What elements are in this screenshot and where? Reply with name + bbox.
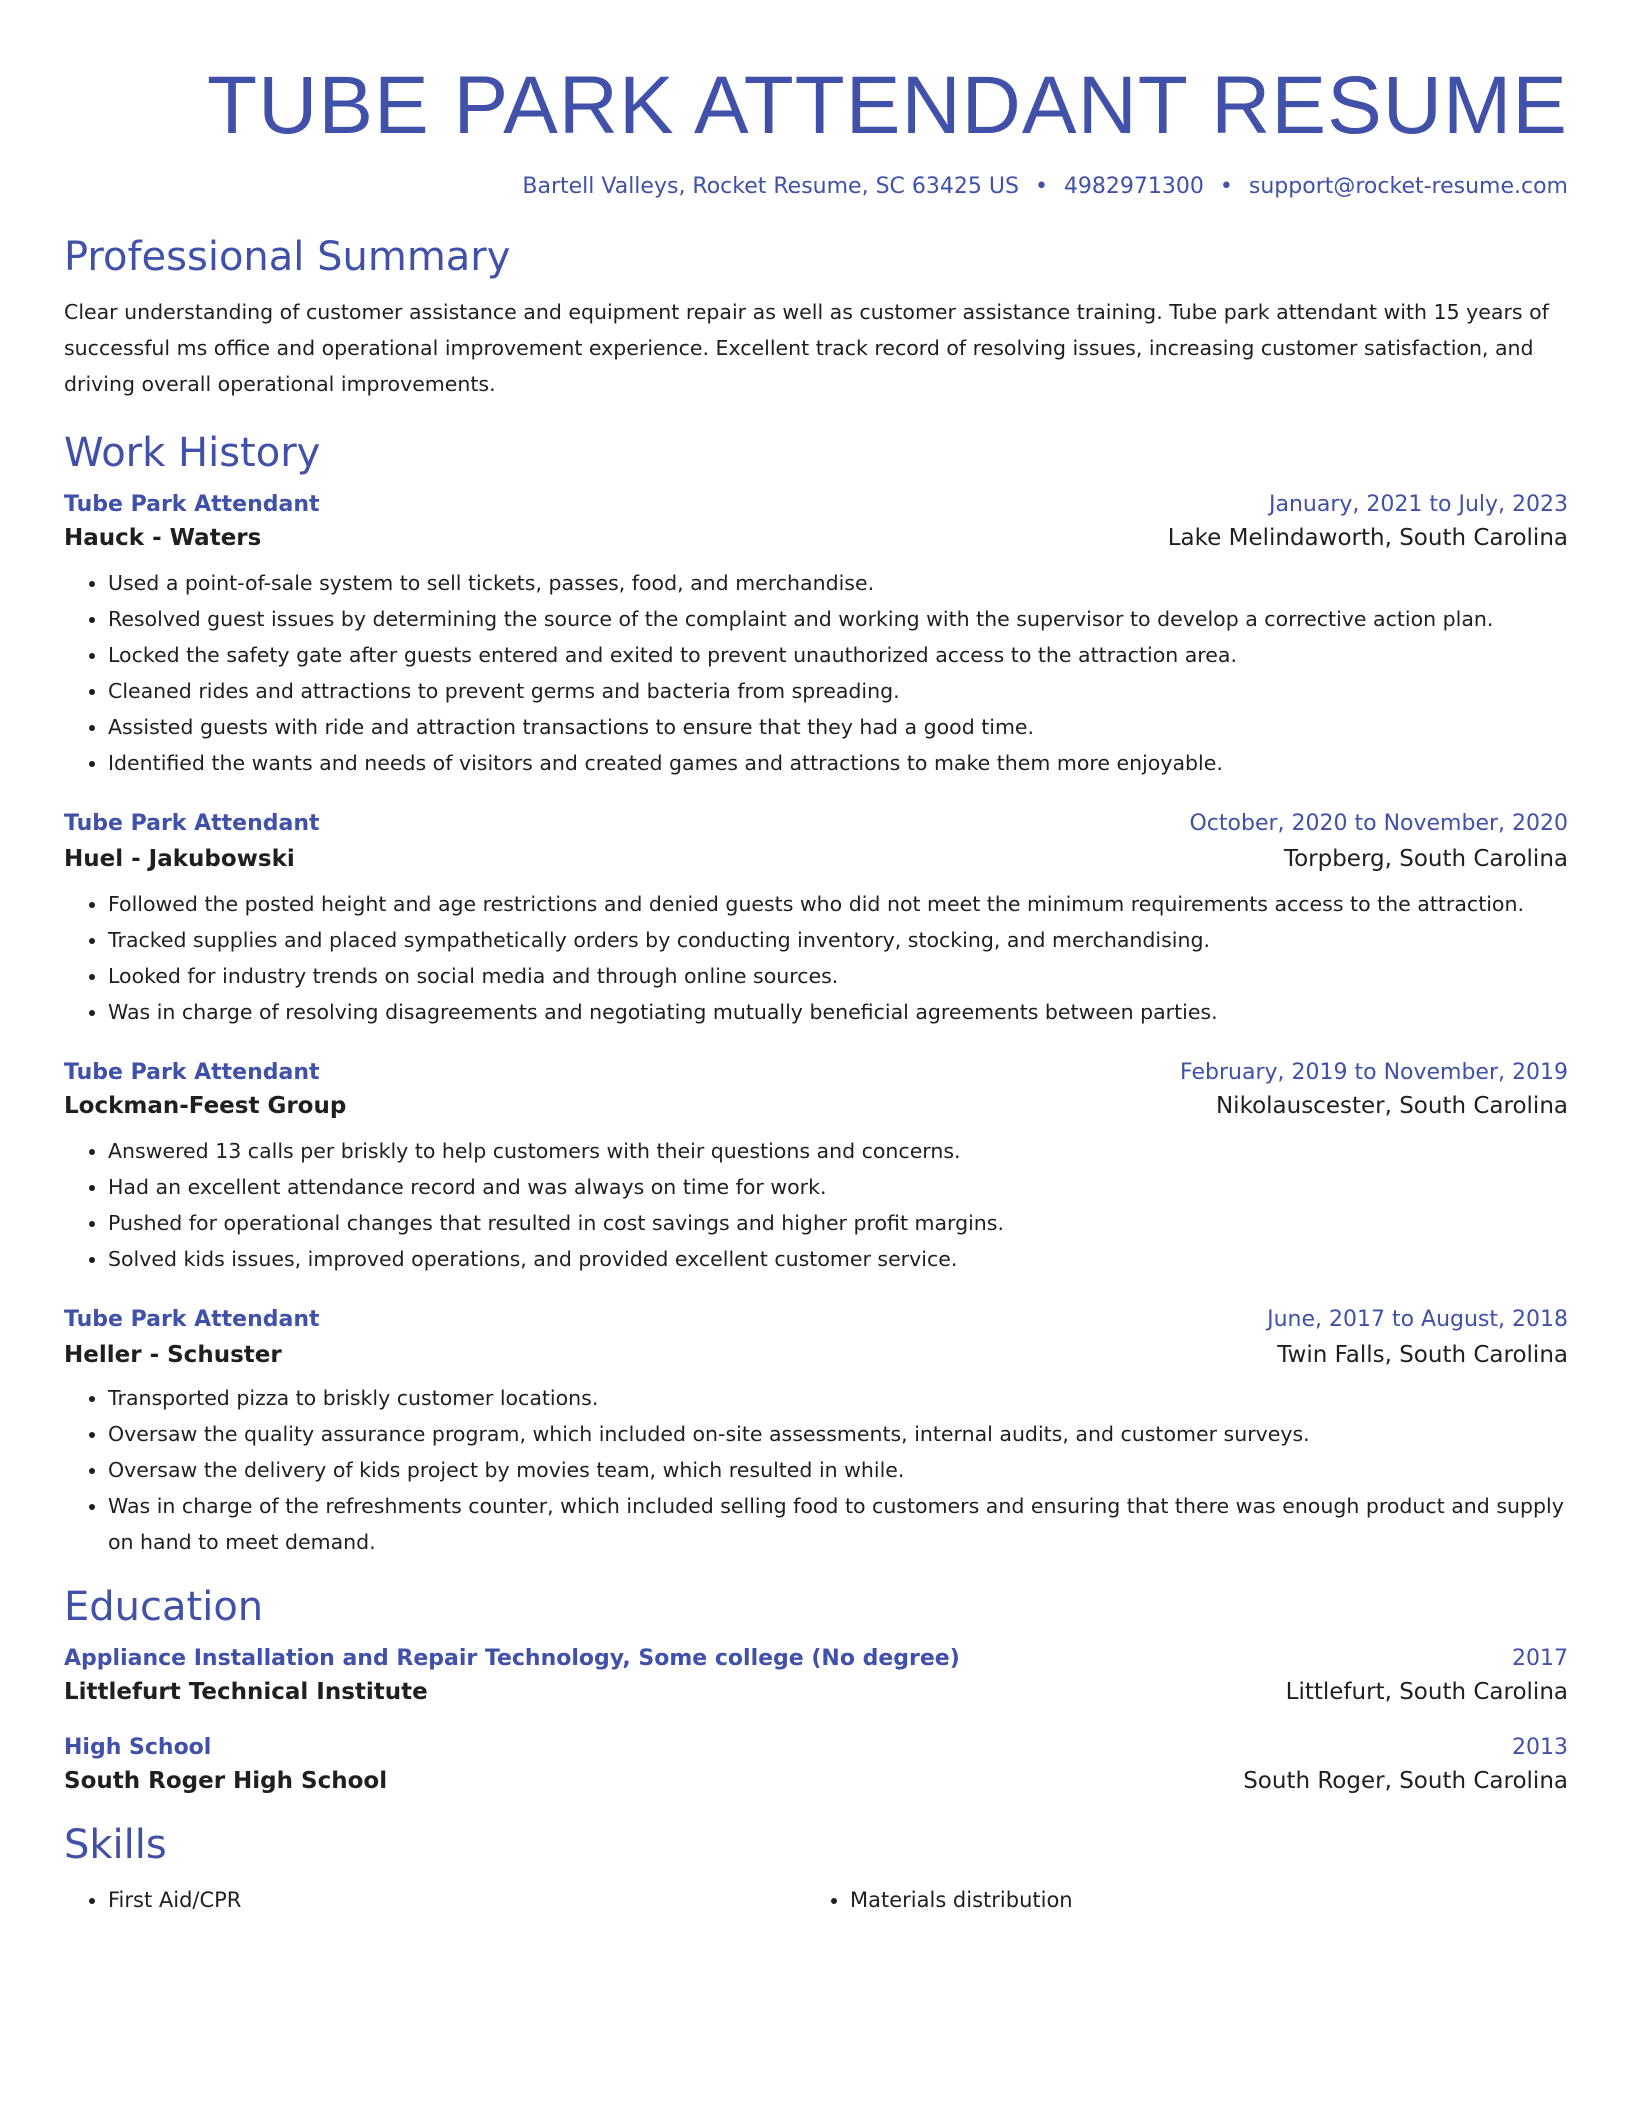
- skill-item: • First Aid/CPR: [108, 1882, 806, 1918]
- education-header: [64, 1735, 1568, 1760]
- resume-title: TUBE PARK ATTENDANT RESUME: [207, 60, 1568, 151]
- contact-address: Bartell Valleys, Rocket Resume, SC 63425 US: [522, 174, 1019, 199]
- work-history-heading: Work History: [64, 430, 321, 476]
- education-year: 2013: [1512, 1735, 1568, 1760]
- job-subheader: [64, 846, 1568, 872]
- job-bullet: • Oversaw the quality assurance program, which included on-site assessments, internal audits, and customer surveys.: [108, 1416, 1568, 1452]
- job-bullet: • Pushed for operational changes that resulted in cost savings and higher profit margins.: [108, 1205, 1568, 1241]
- job-role: Tube Park Attendant: [64, 1060, 320, 1085]
- job-header: [64, 1307, 1568, 1332]
- job-company: Lockman-Feest Group: [64, 1093, 347, 1119]
- contact-phone: 4982971300: [1063, 174, 1204, 199]
- job-role: Tube Park Attendant: [64, 811, 320, 836]
- job-header: [64, 1060, 1568, 1085]
- education-subheader: [64, 1768, 1568, 1794]
- job-bullet: • Oversaw the delivery of kids project by movies team, which resulted in while.: [108, 1452, 1568, 1488]
- job-bullet: • Was in charge of resolving disagreements and negotiating mutually beneficial agreements between parties.: [108, 994, 1568, 1030]
- summary-heading: Professional Summary: [64, 234, 511, 280]
- education-school: South Roger High School: [64, 1768, 388, 1794]
- job-role: Tube Park Attendant: [64, 492, 320, 517]
- job-location: Nikolauscester, South Carolina: [1215, 1093, 1568, 1119]
- education-location: Littlefurt, South Carolina: [1285, 1679, 1568, 1705]
- job-subheader: [64, 1342, 1568, 1368]
- job-dates: February, 2019 to November, 2019: [1180, 1060, 1568, 1085]
- job-location: Lake Melindaworth, South Carolina: [1167, 525, 1568, 551]
- job-bullet: • Answered 13 calls per briskly to help customers with their questions and concerns.: [108, 1133, 1568, 1169]
- job-company: Heller - Schuster: [64, 1342, 282, 1368]
- summary-text: Clear understanding of customer assistance and equipment repair as well as customer assistance training. Tube park attendant with 15 years of successful ms office and operational improvement experience. Excellent track record of resolving issues, increasing customer satisfaction, and driving overall operational improvements.: [64, 300, 1549, 396]
- job-dates: January, 2021 to July, 2023: [1269, 492, 1568, 517]
- job-entry: [64, 1307, 1568, 1560]
- education-location: South Roger, South Carolina: [1243, 1768, 1568, 1794]
- job-bullet: • Used a point-of-sale system to sell tickets, passes, food, and merchandise.: [108, 565, 1568, 601]
- job-subheader: [64, 525, 1568, 551]
- skill-item: • Materials distribution: [850, 1882, 1548, 1918]
- job-bullet: • Was in charge of the refreshments counter, which included selling food to customers and ensuring that there was enough product and supply on hand to meet demand.: [108, 1488, 1568, 1560]
- contact-line: [64, 172, 1568, 202]
- job-bullets: [64, 565, 1568, 781]
- education-entry: [64, 1646, 1568, 1705]
- education-entry: [64, 1735, 1568, 1794]
- job-location: Twin Falls, South Carolina: [1277, 1342, 1568, 1368]
- job-dates: June, 2017 to August, 2018: [1267, 1307, 1568, 1332]
- job-bullet: • Identified the wants and needs of visitors and created games and attractions to make them more enjoyable.: [108, 745, 1568, 781]
- skills-column-left: [64, 1882, 806, 1918]
- job-company: Huel - Jakubowski: [64, 846, 295, 872]
- job-bullet: • Resolved guest issues by determining the source of the complaint and working with the supervisor to develop a corrective action plan.: [108, 601, 1568, 637]
- job-bullet: • Cleaned rides and attractions to prevent germs and bacteria from spreading.: [108, 673, 1568, 709]
- education-degree: Appliance Installation and Repair Technology, Some college (No degree): [64, 1646, 960, 1671]
- job-bullet: • Followed the posted height and age restrictions and denied guests who did not meet the minimum requirements access to the attraction.: [108, 886, 1568, 922]
- job-entry: [64, 1060, 1568, 1277]
- job-bullet: • Transported pizza to briskly customer locations.: [108, 1380, 1568, 1416]
- job-header: [64, 811, 1568, 836]
- education-degree: High School: [64, 1735, 212, 1760]
- education-year: 2017: [1512, 1646, 1568, 1671]
- job-bullet: • Solved kids issues, improved operations, and provided excellent customer service.: [108, 1241, 1568, 1277]
- job-bullet: • Looked for industry trends on social media and through online sources.: [108, 958, 1568, 994]
- job-location: Torpberg, South Carolina: [1283, 846, 1568, 872]
- job-entry: [64, 811, 1568, 1030]
- job-entry: [64, 492, 1568, 781]
- job-bullet: • Tracked supplies and placed sympathetically orders by conducting inventory, stocking, and merchandising.: [108, 922, 1568, 958]
- contact-separator: •: [1034, 174, 1048, 199]
- job-header: [64, 492, 1568, 517]
- job-subheader: [64, 1093, 1568, 1119]
- contact-separator: •: [1219, 174, 1233, 199]
- skills-column-right: [806, 1882, 1548, 1918]
- contact-email: support@rocket-resume.com: [1248, 174, 1568, 199]
- skills-heading: Skills: [64, 1822, 167, 1868]
- education-school: Littlefurt Technical Institute: [64, 1679, 428, 1705]
- job-bullet: • Assisted guests with ride and attraction transactions to ensure that they had a good time.: [108, 709, 1568, 745]
- job-bullets: [64, 886, 1568, 1030]
- job-company: Hauck - Waters: [64, 525, 262, 551]
- job-dates: October, 2020 to November, 2020: [1189, 811, 1568, 836]
- job-bullet: • Had an excellent attendance record and was always on time for work.: [108, 1169, 1568, 1205]
- education-header: [64, 1646, 1568, 1671]
- job-bullets: [64, 1133, 1568, 1277]
- education-heading: Education: [64, 1584, 264, 1630]
- job-bullets: [64, 1380, 1568, 1560]
- education-subheader: [64, 1679, 1568, 1705]
- job-bullet: • Locked the safety gate after guests entered and exited to prevent unauthorized access to the attraction area.: [108, 637, 1568, 673]
- skills-list: [64, 1882, 1568, 1918]
- job-role: Tube Park Attendant: [64, 1307, 320, 1332]
